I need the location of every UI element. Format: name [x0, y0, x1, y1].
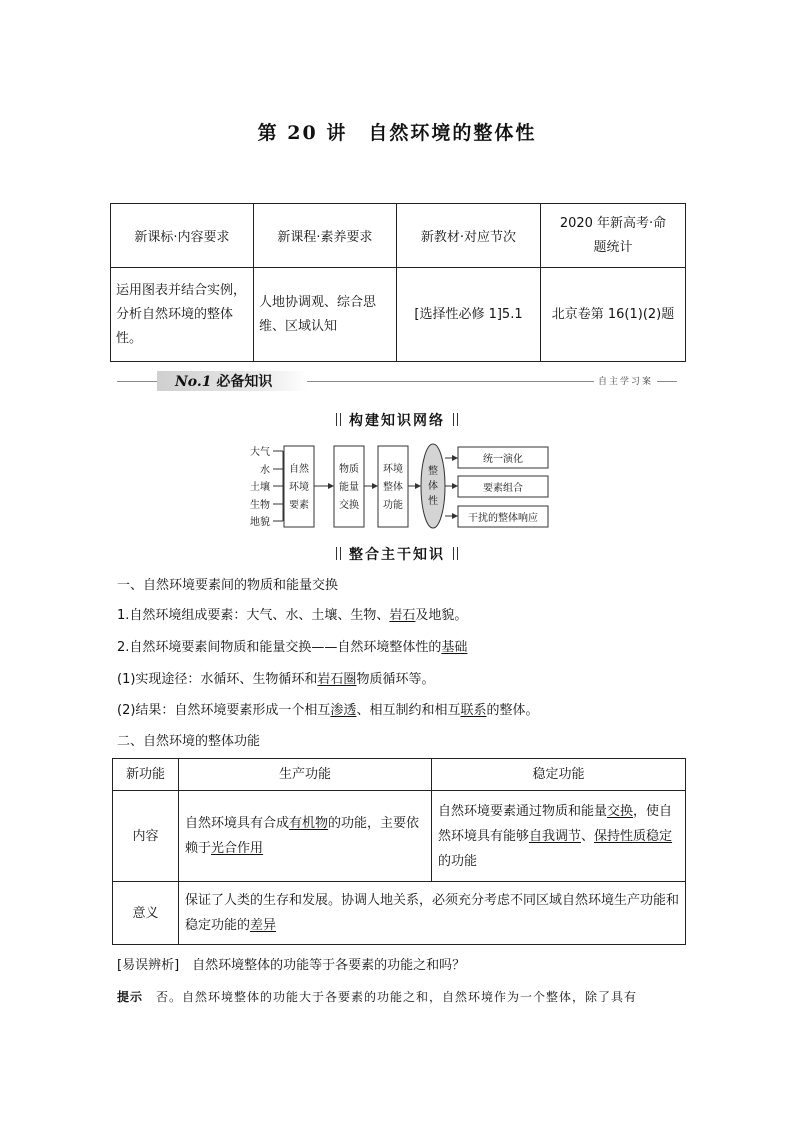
section2-heading: 二、自然环境的整体功能 — [117, 734, 261, 749]
text: 物质循环等。 — [356, 672, 435, 687]
box-text: 环境 — [383, 464, 403, 475]
literacy-requirement-cell: 人地协调观、综合思维、区域认知 — [254, 268, 397, 362]
outcome-label: 干扰的整体响应 — [468, 513, 538, 524]
box-text: 物质 — [339, 464, 359, 475]
underlined-answer: 有机物 — [289, 816, 329, 831]
underlined-answer: 渗透 — [330, 703, 357, 718]
text: 自然环境要素通过物质和能量 — [438, 803, 608, 819]
heading-bar-left — [336, 413, 341, 426]
paragraph-exchange — [117, 638, 467, 658]
row-label: 意义 — [113, 882, 179, 945]
underlined-answer: 联系 — [460, 703, 487, 718]
page-title: 第 20 讲 自然环境的整体性 — [257, 122, 537, 144]
underlined-answer: 差异 — [250, 918, 277, 933]
tip-line — [117, 988, 637, 1005]
mistake-analysis — [117, 956, 465, 976]
oval-text: 体 — [428, 481, 438, 492]
heading-bar-left — [336, 547, 341, 560]
meaning-cell — [179, 882, 686, 945]
mistake-question: 自然环境整体的功能等于各要素的功能之和吗？ — [192, 958, 466, 973]
text: ，使自然环境具有能够 — [438, 803, 673, 844]
heading-bar-right — [453, 413, 458, 426]
box-text: 能量 — [339, 482, 359, 493]
exam-stat-cell: 北京卷第 16(1)(2)题 — [541, 268, 686, 362]
element-label: 土壤 — [250, 482, 270, 493]
textbook-section-cell: [选择性必修 1]5.1 — [397, 268, 541, 362]
box-text: 交换 — [339, 500, 359, 511]
band-label — [175, 371, 272, 391]
text: 、 — [581, 828, 595, 844]
heading-bar-right — [453, 547, 458, 560]
header-cell: 生产功能 — [179, 759, 432, 791]
network-heading — [0, 410, 794, 430]
function-table — [112, 758, 686, 945]
text: (1)实现途径：水循环、生物循环和 — [117, 672, 318, 687]
box-text: 环境 — [289, 482, 309, 493]
tip-text: 否。自然环境整体的功能大于各要素的功能之和，自然环境作为一个整体，除了具有 — [156, 990, 638, 1004]
text: 的整体。 — [486, 703, 539, 718]
section-band — [117, 373, 677, 391]
box-text: 整体 — [383, 482, 403, 493]
row-label: 内容 — [113, 791, 179, 882]
box-text: 自然 — [289, 464, 309, 475]
arrow-head — [452, 513, 458, 519]
underlined-answer: 自我调节 — [529, 828, 582, 844]
knowledge-network-diagram — [240, 438, 560, 533]
box-text: 要素 — [289, 500, 309, 511]
main-knowledge-heading — [0, 544, 794, 564]
text: 自然环境具有合成 — [185, 816, 290, 831]
header-cell: 2020 年新高考·命题统计 — [541, 204, 686, 268]
oval-text: 性 — [428, 496, 438, 507]
band-title: 必备知识 — [216, 374, 273, 390]
outcome-label: 统一演化 — [483, 454, 523, 465]
arrow-head — [328, 483, 334, 489]
paragraph-result — [117, 701, 538, 721]
element-label: 地貌 — [250, 517, 270, 528]
element-label: 生物 — [250, 500, 270, 511]
text: 1.自然环境组成要素：大气、水、土壤、生物、 — [117, 608, 390, 623]
tip-tag: 提示 — [117, 990, 144, 1004]
text: 保证了人类的生存和发展。协调人地关系，必须充分考虑不同区域自然环境生产功能和稳定功能的 — [185, 893, 680, 933]
header-cell: 稳定功能 — [432, 759, 686, 791]
text: 2.自然环境要素间物质和能量交换——自然环境整体性的 — [117, 640, 442, 655]
underlined-answer: 岩石圈 — [317, 672, 357, 687]
paragraph-pathway — [117, 670, 434, 690]
text: 、相互制约和相互 — [356, 703, 461, 718]
header-cell: 新课标·内容要求 — [111, 204, 254, 268]
element-label: 大气 — [250, 447, 270, 458]
arrow-head — [415, 483, 421, 489]
element-bracket — [273, 451, 283, 521]
box-text: 功能 — [383, 500, 403, 511]
outcome-label: 要素组合 — [483, 483, 523, 494]
element-label: 水 — [260, 465, 270, 476]
oval-text: 整 — [428, 466, 438, 477]
arrow-head — [372, 483, 378, 489]
text: 及地貌。 — [415, 608, 468, 623]
mistake-tag: [易误辨析] — [117, 958, 180, 973]
network-heading-text: 构建知识网络 — [349, 413, 445, 429]
stability-function-cell — [432, 791, 686, 882]
section1-heading: 一、自然环境要素间的物质和能量交换 — [117, 578, 339, 593]
underlined-answer: 基础 — [441, 640, 468, 655]
underlined-answer: 岩石 — [389, 608, 416, 623]
band-number: No.1 — [175, 374, 212, 390]
header-cell: 新教材·对应节次 — [397, 204, 541, 268]
underlined-answer: 光合作用 — [211, 841, 264, 856]
content-requirement-cell: 运用图表并结合实例，分析自然环境的整体性。 — [111, 268, 254, 362]
header-cell: 新课程·素养要求 — [254, 204, 397, 268]
underlined-answer: 交换 — [607, 803, 634, 819]
text: (2)结果：自然环境要素形成一个相互 — [117, 703, 331, 718]
arrow-head — [452, 455, 458, 461]
text: 的功能，主要依赖于 — [185, 816, 420, 856]
header-cell: 新功能 — [113, 759, 179, 791]
production-function-cell — [179, 791, 432, 882]
requirements-table — [110, 203, 686, 362]
band-right-label: 自主学习案 — [594, 374, 657, 387]
paragraph-elements — [117, 606, 467, 626]
text: 的功能 — [438, 853, 478, 869]
main-heading-text: 整合主干知识 — [349, 547, 445, 563]
underlined-answer: 保持性质稳定 — [594, 828, 673, 844]
arrow-head — [452, 483, 458, 489]
